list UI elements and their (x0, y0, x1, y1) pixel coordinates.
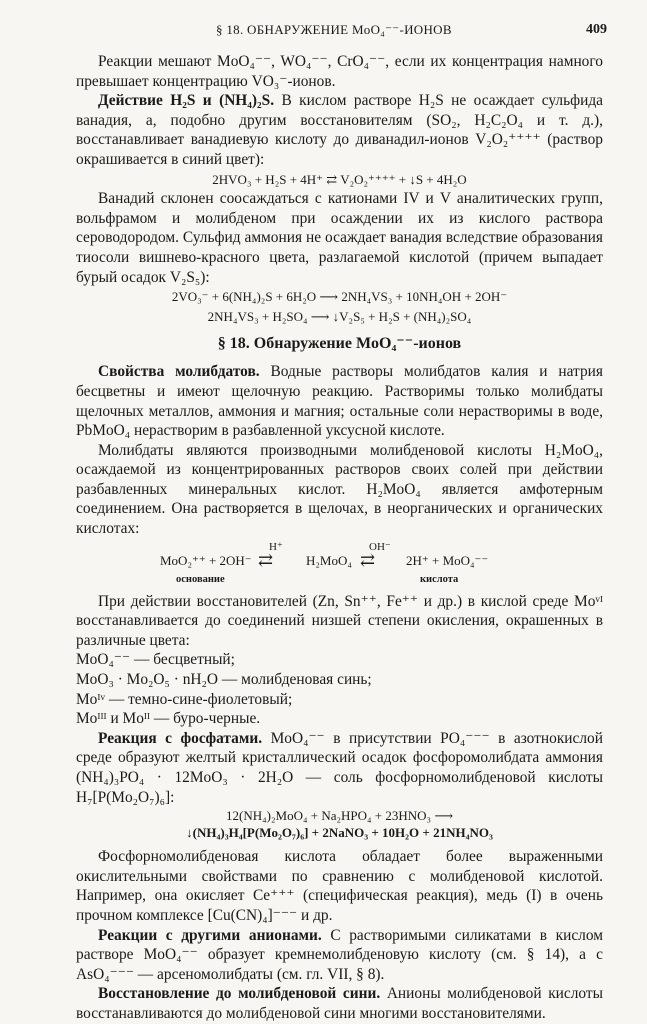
section-heading: § 18. Обнаружение MoO₄⁻⁻-ионов (217, 335, 462, 353)
h2s-lead: Действие H₂S и (NH₄)₂S. (98, 92, 275, 110)
oxidation-states-list (76, 650, 603, 728)
phosphates-lead: Реакция с фосфатами. (98, 729, 263, 747)
reducers-paragraph: При действии восстановителей (Zn, Sn⁺⁺, Fe⁺⁺ и др.) в кислой среде Moᵛᴵ восстанавливается до соединений низшей степени окисления, окрашенных в различные цвета: (76, 592, 603, 649)
scheme-equilibrium-arrow-left: ⇄ (258, 549, 274, 570)
scheme-label-acid: кислота (420, 573, 459, 585)
list-item: Moᴵᴵᴵ и Moᴵᴵ — буро-черные. (76, 710, 261, 728)
h2s-paragraph (76, 91, 603, 169)
molybdate-text: Водные растворы молибдатов калия и натрия бесцветны и имеют щелочную реакцию. Растворимы только молибдаты щелочных металлов, аммония и магния; остальные соли нерастворимы в воде, PbMoO₄ нерастворим в разбавленной уксусной кислоте. (76, 363, 603, 440)
book-page (76, 18, 607, 1024)
equation-v2s5: 2NH₄VS₃ + H₂SO₄ ⟶ ↓V₂S₅ + H₂S + (NH₄)₂SO₄ (207, 308, 472, 324)
scheme-base: MoO₂⁺⁺ + 2OH⁻ (160, 552, 252, 568)
equation-thiosalt: 2VO₃⁻ + 6(NH₄)₂S + 6H₂O ⟶ 2NH₄VS₃ + 10NH₄OH + 2OH⁻ (171, 289, 508, 305)
equation-phosphomolybdate-1: 12(NH₄)₂MoO₄ + Na₂HPO₄ + 23HNO₃ ⟶ (226, 808, 453, 824)
anions-lead: Реакции с другими анионами. (98, 926, 322, 944)
scheme-molybdic-acid: H₂MoO₄ (306, 552, 352, 568)
phosphomolybdic-acid-paragraph: Фосфорномолибденовая кислота обладает более выраженными окислительными свойствами по сравнению с молибденовой кислотой. Например, она окисляет Ce⁺⁺⁺ (специфическая реакция), медь (I) в очень прочном комплексе [Cu(CN)₄]⁻⁻⁻ и др. (76, 848, 603, 924)
amphoteric-scheme (76, 541, 603, 589)
page-number: 409 (586, 22, 607, 37)
molybdenum-blue-paragraph (76, 984, 603, 1023)
list-item: MoO₄⁻⁻ — бесцветный; (76, 651, 235, 669)
list-item: MoO₃ · Mo₂O₅ · nH₂O — молибденовая синь; (76, 671, 372, 689)
equation-phosphomolybdate-2: ↓(NH₄)₃H₄[P(Mo₂O₇)₆] + 2NaNO₃ + 10H₂O + 21NH₄NO₃ (186, 825, 493, 841)
equation-vanadyl: 2HVO₃ + H₂S + 4H⁺ ⇄ V₂O₂⁺⁺⁺⁺ + ↓S + 4H₂O (212, 171, 467, 187)
anions-text: С растворимыми силикатами в кислом растворе MoO₄⁻⁻ образует кремнемолибденовую кислоту (см. § 14), а с AsO₄⁻⁻⁻ — арсеномолибдаты (см. гл. VII, § 8). (76, 926, 603, 983)
scheme-label-oh: OH⁻ (369, 540, 391, 553)
molybdate-properties-paragraph (76, 362, 603, 440)
intro-paragraph: Реакции мешают MoO₄⁻⁻, WO₄⁻⁻, CrO₄⁻⁻, если их концентрация намного превышает концентрацию VO₃⁻-ионов. (76, 53, 603, 90)
scheme-label-h: H⁺ (269, 540, 283, 553)
scheme-label-base: основание (176, 573, 225, 585)
molybdate-lead: Свойства молибдатов. (98, 363, 260, 381)
molybdic-acid-paragraph: Молибдаты являются производными молибденовой кислоты H₂MoO₄, осаждаемой из концентрированных растворов своих солей при действии разбавленных минеральных кислот. H₂MoO₄ является амфотерным соединением. Она растворяется в щелочах, в неорганических и органических кислотах: (76, 441, 603, 538)
list-item: Moᴵᵛ — темно-сине-фиолетовый; (76, 690, 293, 708)
scheme-acid-ions: 2H⁺ + MoO₄⁻⁻ (406, 552, 489, 568)
vanadium-coprecipitation-paragraph: Ванадий склонен соосаждаться с катионами IV и V аналитических групп, вольфрамом и молибденом при осаждении их из кислого раствора сероводородом. Сульфид аммония не осаждает ванадия вследствие образования тиосоли вишнево-красного цвета, разлагаемой кислотой (причем выпадает бурый осадок V₂S₅): (76, 190, 603, 286)
h2s-text: В кислом растворе H₂S не осаждает сульфида ванадия, а, подобно другим восстановителям (SO₂, H₂C₂O₄ и т. д.), восстанавливает ванадиевую кислоту до диванадил-ионов V₂O₂⁺⁺⁺⁺ (раствор окрашивается в синий цвет): (76, 92, 604, 168)
scheme-equilibrium-arrow-right: ⇄ (360, 549, 376, 570)
other-anions-paragraph (76, 926, 603, 985)
phosphates-text: MoO₄⁻⁻ в присутствии PO₄⁻⁻⁻ в азотнокислой среде образуют желтый кристаллический осадок фосфоромолибдата аммония (NH₄)₃PO₄ · 12MoO₃ · 2H₂O — соль фосфорномолибденовой кислоты H₇[P(Mo₂O₇)₆]: (76, 729, 603, 806)
phosphates-paragraph (76, 729, 603, 807)
blue-lead: Восстановление до молибденовой сини. (98, 985, 381, 1003)
blue-text: Анионы молибденовой кислоты восстанавливаются до молибденовой сини многими восстановителями. (76, 985, 603, 1022)
running-header (76, 18, 607, 46)
header-title: § 18. ОБНАРУЖЕНИЕ MoO₄⁻⁻-ИОНОВ (216, 22, 452, 37)
